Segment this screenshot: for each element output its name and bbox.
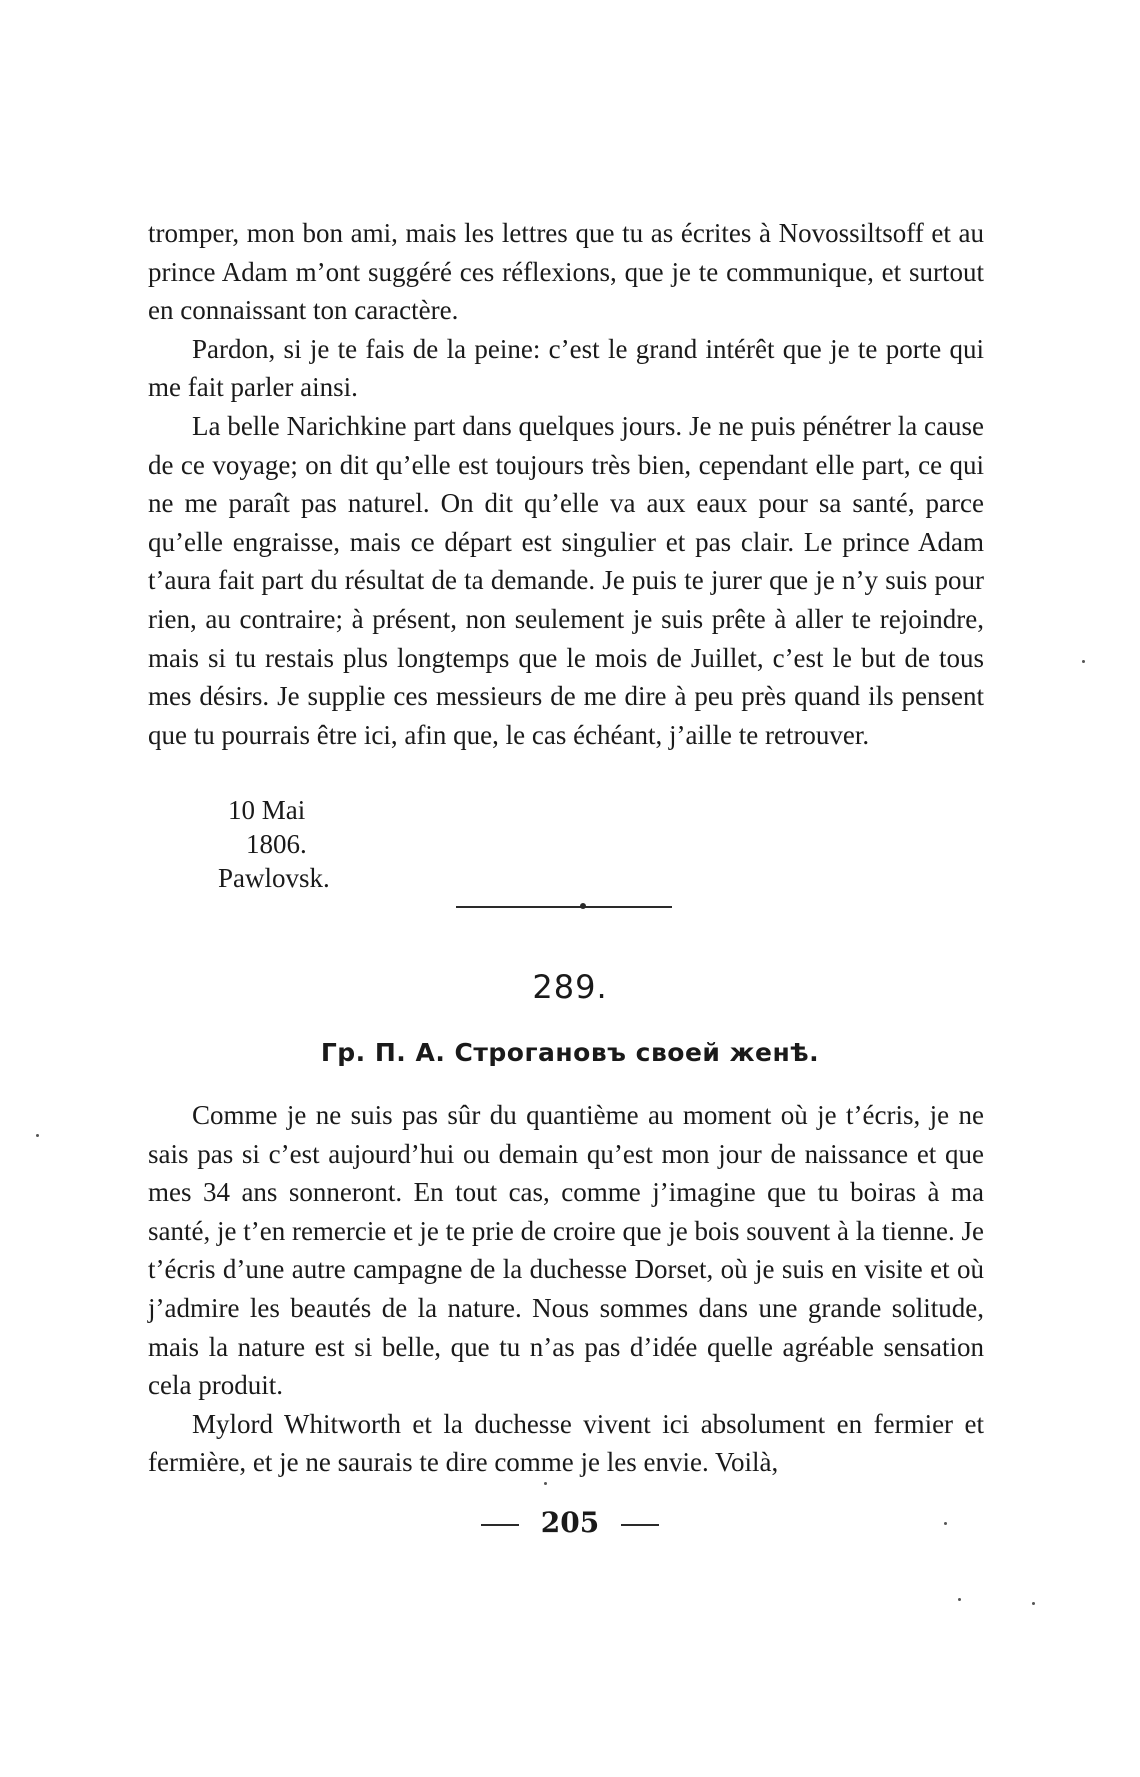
page-number-dash-right bbox=[621, 1524, 659, 1526]
paragraph: Mylord Whitworth et la duchesse vivent ici absolument en fermier et fermière, et je ne saurais te dire comme je les envie. Voilà, bbox=[148, 1408, 984, 1478]
letter-heading: Гр. П. А. Строгановъ своей женѣ. bbox=[320, 1038, 820, 1067]
scan-speck bbox=[1082, 660, 1085, 663]
paragraph: tromper, mon bon ami, mais les lettres que tu as écrites à Novossiltsoff et au prince Adam m’ont suggéré ces réflexions, que je te communique, et surtout en connaissant ton caractère. bbox=[148, 218, 984, 326]
section-separator bbox=[456, 906, 672, 908]
scan-speck bbox=[1032, 1602, 1035, 1605]
scan-speck bbox=[944, 1522, 947, 1525]
separator-ornament bbox=[580, 903, 586, 909]
letter-number: 289. bbox=[532, 968, 608, 1006]
dateline-place: Pawlovsk. bbox=[218, 863, 330, 893]
page-number-dash-left bbox=[481, 1524, 519, 1526]
scan-speck bbox=[36, 1134, 39, 1137]
paragraph: Comme je ne suis pas sûr du quantième au moment où je t’écris, je ne sais pas si c’est aujourd’hui ou demain qu’est mon jour de naissance et que mes 34 ans sonneront. En tout cas, comme j’imagine que tu boiras à ma santé, je t’en remercie et je te prie de croire que je bois souvent à la tienne. Je t’écris d’une autre campagne de la duchesse Dorset, où je suis en visite et où j’admire les beautés de la nature. Nous sommes dans une grande solitude, mais la nature est si belle, que tu n’as pas d’idée quelle agréable sensation cela produit. bbox=[148, 1100, 984, 1401]
paragraph: Pardon, si je te fais de la peine: c’est le grand intérêt que je te porte qui me fait parler ainsi. bbox=[148, 333, 984, 403]
dateline-year: 1806. bbox=[246, 829, 307, 859]
scan-speck bbox=[958, 1598, 961, 1601]
page-number-value: 205 bbox=[540, 1506, 600, 1539]
scan-speck bbox=[544, 1482, 547, 1485]
letter-288-body bbox=[148, 214, 984, 754]
paragraph: La belle Narichkine part dans quelques jours. Je ne puis pénétrer la cause de ce voyage; on dit qu’elle est toujours très bien, cependant elle part, ce qui ne me paraît pas naturel. On dit qu’elle va aux eaux pour sa santé, parce qu’elle engraisse, mais ce départ est singulier et pas clair. Le prince Adam t’aura fait part du résultat de ta demande. Je puis te jurer que je n’y suis pour rien, au contraire; à présent, non seulement je suis prête à aller te rejoindre, mais si tu restais plus longtemps que le mois de Juillet, c’est le but de tous mes désirs. Je supplie ces messieurs de me dire à peu près quand ils pensent que tu pourrais être ici, afin que, le cas échéant, j’aille te retrouver. bbox=[148, 410, 984, 750]
letter-289-body bbox=[148, 1096, 984, 1482]
letter-dateline bbox=[218, 793, 330, 895]
dateline-day: 10 Mai bbox=[228, 795, 306, 825]
page-number bbox=[0, 1506, 1140, 1539]
